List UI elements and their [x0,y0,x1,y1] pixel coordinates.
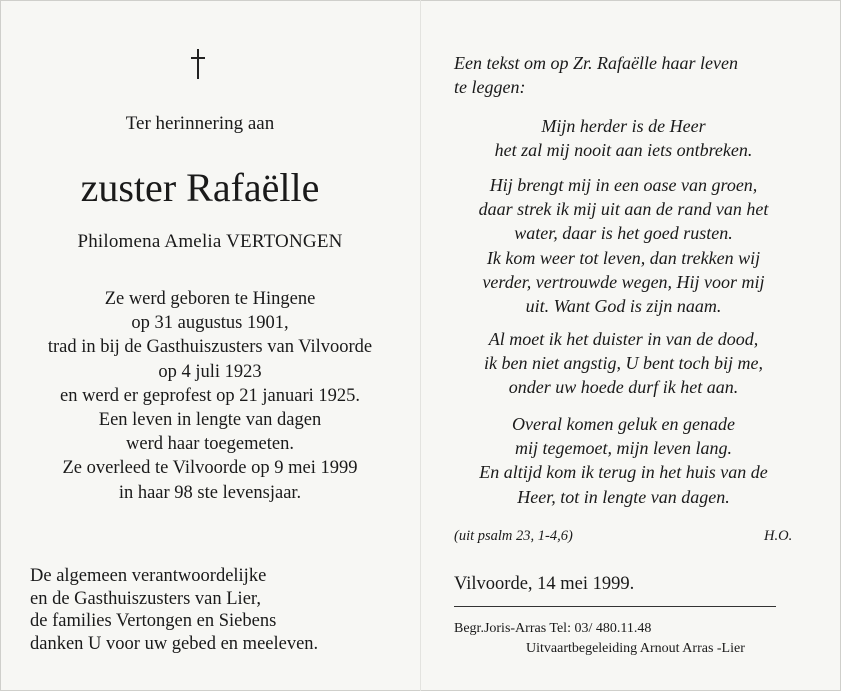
bio-line: en werd er geprofest op 21 januari 1925. [59,385,360,406]
psalm-line: uit. Want God is zijn naam. [525,296,722,317]
psalm-line: het zal mij nooit aan iets ontbreken. [494,140,753,161]
heading: Ter herinnering aan [125,113,275,134]
psalm-line: Overal komen geluk en genade [512,414,735,434]
psalm-line: daar strek ik mij uit aan de rand van het [478,199,769,220]
thanks-line: de families Vertongen en Siebens [30,611,277,632]
bio-line: Ze overleed te Vilvoorde op 9 mei 1999 [62,458,358,479]
place-date: Vilvoorde, 14 mei 1999. [454,574,635,594]
psalm-stanza [451,114,796,162]
bio-line: Ze werd geboren te Hingene [104,289,316,309]
left-panel [0,0,420,691]
latin-cross-icon [188,48,208,80]
bio-line: op 31 augustus 1901, [131,313,289,334]
psalm-line: water, daar is het goed rusten. [514,223,733,244]
funeral-service: Uitvaartbegeleiding Arnout Arras -Lier [526,641,745,656]
thanks-line: danken U voor uw gebed en meeleven. [30,633,319,654]
psalm-line: Heer, tot in lengte van dagen. [517,486,730,507]
bio-line: Een leven in lengte van dagen [98,410,322,431]
psalm-citation: (uit psalm 23, 1-4,6) [454,528,573,544]
right-panel [421,0,841,691]
psalm-stanza [451,327,796,400]
deceased-name: zuster Rafaëlle [80,165,320,210]
psalm-line: En altijd kom ik terug in het huis van de [479,462,768,483]
undertaker-contact: Begr.Joris-Arras Tel: 03/ 480.11.48 [454,621,652,636]
bio-line: trad in bij de Gasthuiszusters van Vilvoorde [47,337,373,358]
intro-line: Een tekst om op Zr. Rafaëlle haar leven [454,53,738,73]
psalm-line: onder uw hoede durf ik het aan. [508,377,739,398]
bio-line: op 4 juli 1923 [158,361,262,382]
thanks-line: De algemeen verantwoordelijke [30,566,267,586]
author-initials: H.O. [764,528,793,544]
full-name: Philomena Amelia VERTONGEN [77,231,343,252]
psalm-line: Mijn herder is de Heer [541,116,706,136]
intro-text [454,51,738,99]
psalm-line: verder, vertrouwde wegen, Hij voor mij [482,271,765,292]
intro-line: te leggen: [454,77,526,97]
divider [454,606,776,607]
psalm-stanza [451,173,796,318]
thanks-line: en de Gasthuiszusters van Lier, [30,588,261,609]
psalm-line: ik ben niet angstig, U bent toch bij me, [484,353,763,374]
bio-line: in haar 98 ste levensjaar. [118,482,302,503]
psalm-line: Hij brengt mij in een oase van groen, [489,175,758,195]
psalm-line: Ik kom weer tot leven, dan trekken wij [486,247,761,268]
psalm-line: mij tegemoet, mijn leven lang. [515,438,732,459]
psalm-line: Al moet ik het duister in van de dood, [488,329,759,349]
biography [20,287,400,505]
thanks-note [30,565,318,655]
bio-line: werd haar toegemeten. [126,434,294,455]
psalm-stanza [451,412,796,509]
